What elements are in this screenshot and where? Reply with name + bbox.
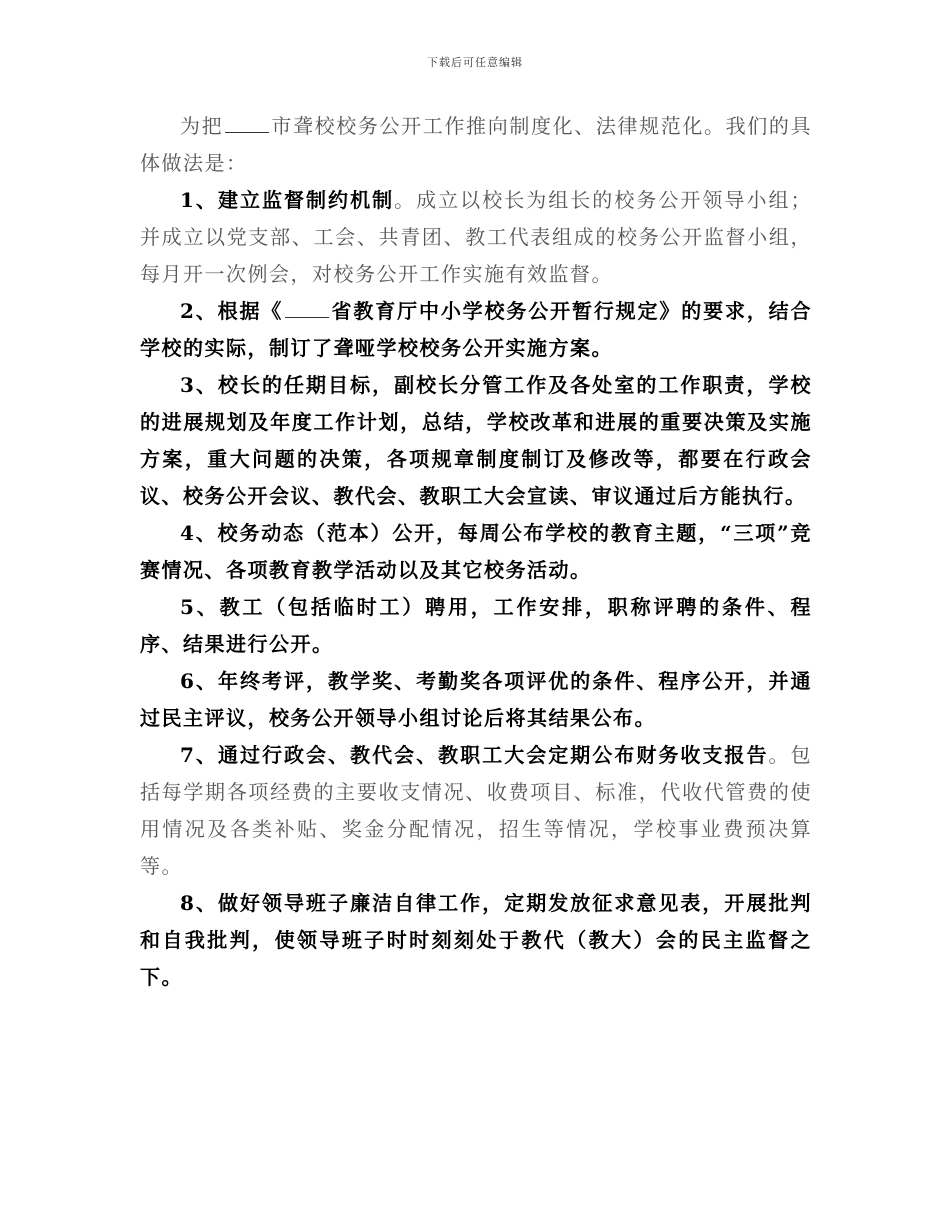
paragraph-1 — [140, 182, 812, 293]
paragraph-7-rest: 。包括每学期各项经费的主要收支情况、收费项目、标准，代收代管费的使用情况及各类补贴、奖金分配情况，招生等情况，学校事业费预决算等。 — [140, 743, 813, 878]
paragraph-2-blank-line — [285, 301, 329, 318]
intro-text-pre: 为把 — [180, 114, 224, 138]
document-body — [140, 108, 812, 996]
paragraph-7-lead: 7、通过行政会、教代会、教职工大会定期公布财务收支报告 — [180, 743, 769, 767]
paragraph-8: 8、做好领导班子廉洁自律工作，定期发放征求意见表，开展批判和自我批判，使领导班子时时刻刻处于教代（教大）会的民主监督之下。 — [140, 891, 812, 989]
intro-text-post: 市聋校校务公开工作推向制度化、法律规范化。我们的具体做法是： — [140, 114, 813, 175]
paragraph-2-post: 省教育厅中小学校务公开暂行规定》的要求，结合学校的实际，制订了聋哑学校校务公开实施方案。 — [140, 299, 813, 360]
paragraph-3: 3、校长的任期目标，副校长分管工作及各处室的工作职责，学校的进展规划及年度工作计划，总结，学校改革和进展的重要决策及实施方案，重大问题的决策，各项规章制度制订及修改等，都要在行政会议、校务公开会议、教代会、教职工大会宣读、审议通过后方能执行。 — [140, 373, 812, 508]
paragraph-1-lead: 1、建立监督制约机制 — [180, 188, 395, 212]
paragraph-1-rest: 。成立以校长为组长的校务公开领导小组；并成立以党支部、工会、共青团、教工代表组成的校务公开监督小组，每月开一次例会，对校务公开工作实施有效监督。 — [140, 188, 812, 286]
page-header-note: 下载后可任意编辑 — [427, 56, 523, 69]
paragraph-6: 6、年终考评，教学奖、考勤奖各项评优的条件、程序公开，并通过民主评议，校务公开领导小组讨论后将其结果公布。 — [140, 669, 812, 730]
paragraph-4: 4、校务动态（范本）公开，每周公布学校的教育主题，“三项”竞赛情况、各项教育教学活动以及其它校务活动。 — [140, 521, 812, 582]
intro-paragraph — [140, 108, 812, 182]
paragraph-2 — [140, 293, 812, 367]
paragraph-2-pre: 2、根据《 — [180, 299, 284, 323]
paragraph-5: 5、教工（包括临时工）聘用，工作安排，职称评聘的条件、程序、结果进行公开。 — [140, 595, 812, 656]
paragraph-7 — [140, 737, 812, 885]
intro-blank-line — [225, 116, 269, 133]
